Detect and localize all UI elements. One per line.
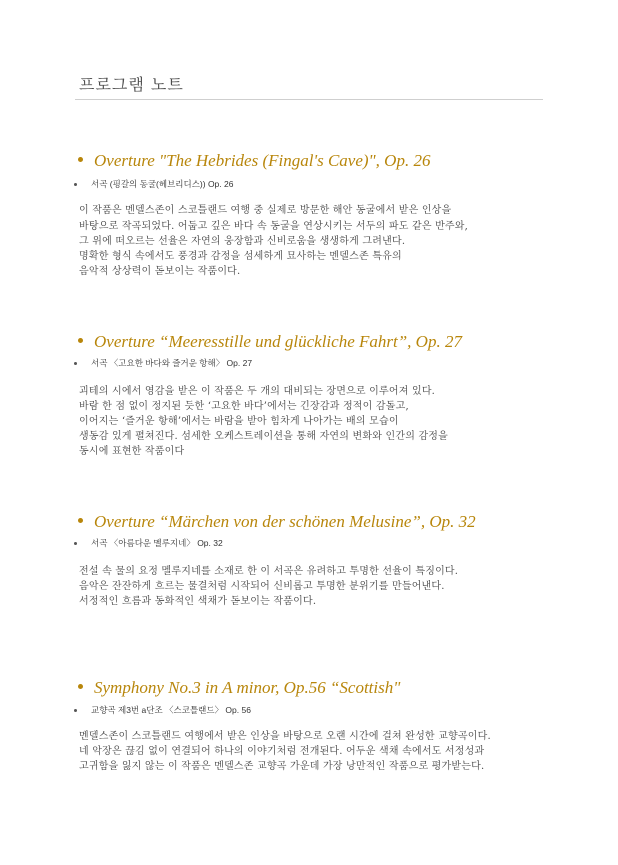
section-heading: Overture “Märchen von der schönen Melusine”, Op. 32: [94, 512, 476, 531]
body-line: 서정적인 흐름과 동화적인 색채가 돋보이는 작품이다.: [79, 596, 317, 607]
body-line: 음악적 상상력이 돋보이는 작품이다.: [79, 266, 241, 277]
bullet-icon: [74, 709, 77, 712]
bullet-icon: [78, 338, 83, 343]
section-subtitle: 서곡 〈고요한 바다와 즐거운 항해〉 Op. 27: [91, 358, 253, 368]
body-line: 생동감 있게 펼쳐진다. 섬세한 오케스트레이션을 통해 자연의 변화와 인간의 감정을: [79, 431, 449, 442]
section-subtitle: 서곡 〈아름다운 멜루지네〉 Op. 32: [91, 538, 223, 548]
body-line: 바람 한 점 없이 정지된 듯한 ‘고요한 바다’에서는 긴장감과 정적이 감돌고,: [79, 401, 409, 412]
section-subtitle: 교향곡 제3번 a단조 〈스코틀랜드〉 Op. 56: [91, 705, 251, 715]
bullet-icon: [74, 183, 77, 186]
bullet-icon: [78, 518, 83, 523]
body-line: 동시에 표현한 작품이다: [79, 446, 185, 457]
body-line: 멘델스존이 스코틀랜드 여행에서 받은 인상을 바탕으로 오랜 시간에 걸쳐 완성한 교향곡이다.: [79, 731, 491, 742]
body-line: 그 위에 떠오르는 선율은 자연의 웅장함과 신비로움을 생생하게 그려낸다.: [79, 236, 406, 247]
section-heading: Overture “Meeresstille und glückliche Fahrt”, Op. 27: [94, 332, 462, 351]
body-line: 음악은 잔잔하게 흐르는 물결처럼 시작되어 신비롭고 투명한 분위기를 만들어낸다.: [79, 581, 445, 592]
section-heading: Overture "The Hebrides (Fingal's Cave)", Op. 26: [94, 151, 431, 170]
bullet-icon: [74, 362, 77, 365]
bullet-icon: [74, 542, 77, 545]
bullet-icon: [78, 157, 83, 162]
body-line: 바탕으로 작곡되었다. 어둡고 깊은 바다 속 동굴을 연상시키는 서두의 파도 같은 반주와,: [79, 221, 469, 232]
body-line: 명확한 형식 속에서도 풍경과 감정을 섬세하게 묘사하는 멘델스존 특유의: [79, 251, 402, 262]
body-line: 괴테의 시에서 영감을 받은 이 작품은 두 개의 대비되는 장면으로 이루어져 있다.: [79, 386, 436, 397]
body-line: 전설 속 물의 요정 멜루지네를 소재로 한 이 서곡은 유려하고 투명한 선율이 특징이다.: [79, 566, 459, 577]
page-title: 프로그램 노트: [79, 75, 184, 94]
section-heading: Symphony No.3 in A minor, Op.56 “Scottish": [94, 678, 401, 697]
bullet-icon: [78, 684, 83, 689]
body-line: 이어지는 ‘즐거운 항해’에서는 바람을 받아 힘차게 나아가는 배의 모습이: [79, 416, 399, 427]
section-subtitle: 서곡 (핑갈의 동굴(헤브리디스)) Op. 26: [91, 179, 234, 189]
body-line: 이 작품은 멘델스존이 스코틀랜드 여행 중 실제로 방문한 해안 동굴에서 받은 인상을: [79, 205, 452, 216]
title-divider: [75, 99, 543, 100]
body-line: 네 악장은 끊김 없이 연결되어 하나의 이야기처럼 전개된다. 어두운 색채 속에서도 서정성과: [79, 746, 485, 757]
body-line: 고귀함을 잃지 않는 이 작품은 멘델스존 교향곡 가운데 가장 낭만적인 작품으로 평가받는다.: [79, 761, 485, 772]
